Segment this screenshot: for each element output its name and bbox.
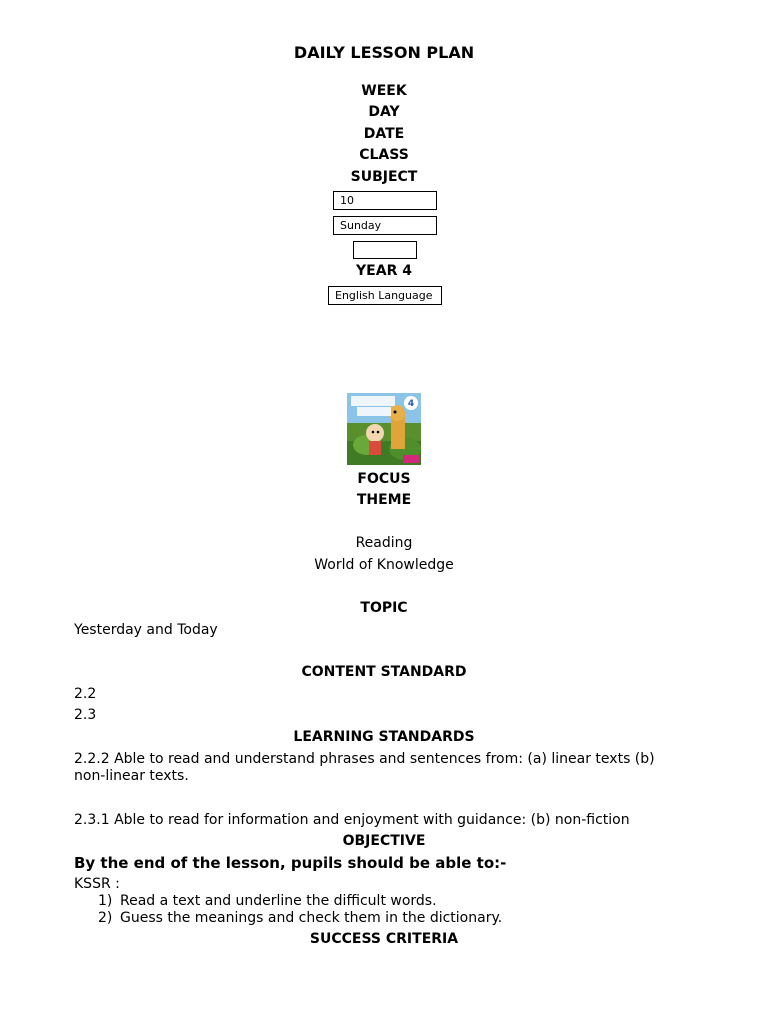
day-field[interactable]: Sunday [333,216,437,235]
list-text: Read a text and underline the difficult words. [120,893,437,909]
focus-value: Reading [355,535,413,551]
list-number: 2) [98,910,113,926]
class-value: YEAR 4 [356,263,412,279]
learning-standard-item: 2.3.1 Able to read for information and enjoyment with guidance: (b) non-fiction [74,812,630,828]
svg-text:4: 4 [407,399,415,409]
list-text: Guess the meanings and check them in the dictionary. [120,910,503,926]
subject-field[interactable]: English Language [328,286,442,305]
theme-label: THEME [356,492,412,508]
objective-label: OBJECTIVE [342,833,426,849]
list-item [74,910,502,927]
topic-label: TOPIC [360,600,408,616]
topic-value: Yesterday and Today [74,622,218,638]
book-cover-image [347,393,421,465]
subject-label: SUBJECT [350,169,418,185]
theme-value: World of Knowledge [314,557,454,573]
learning-standards-label: LEARNING STANDARDS [293,729,475,745]
page-title: DAILY LESSON PLAN [293,43,475,62]
week-field[interactable]: 10 [333,191,437,210]
objective-list [74,893,502,927]
learning-standard-item: 2.2.2 Able to read and understand phrases and sentences from: (a) linear texts (b) non-linear texts. [74,751,655,784]
content-standard-label: CONTENT STANDARD [301,664,467,680]
date-label: DATE [363,126,405,142]
list-item [74,893,502,910]
date-field[interactable] [353,241,417,259]
success-criteria-label: SUCCESS CRITERIA [309,931,459,947]
objective-intro: By the end of the lesson, pupils should be able to:- [74,854,507,872]
focus-label: FOCUS [357,471,411,487]
kssr-label: KSSR : [74,876,120,892]
content-standard-item: 2.2 [74,686,97,702]
content-standard-item: 2.3 [74,707,97,723]
list-number: 1) [98,893,113,909]
week-label: WEEK [361,83,407,99]
day-label: DAY [368,104,400,120]
class-label: CLASS [359,147,409,163]
